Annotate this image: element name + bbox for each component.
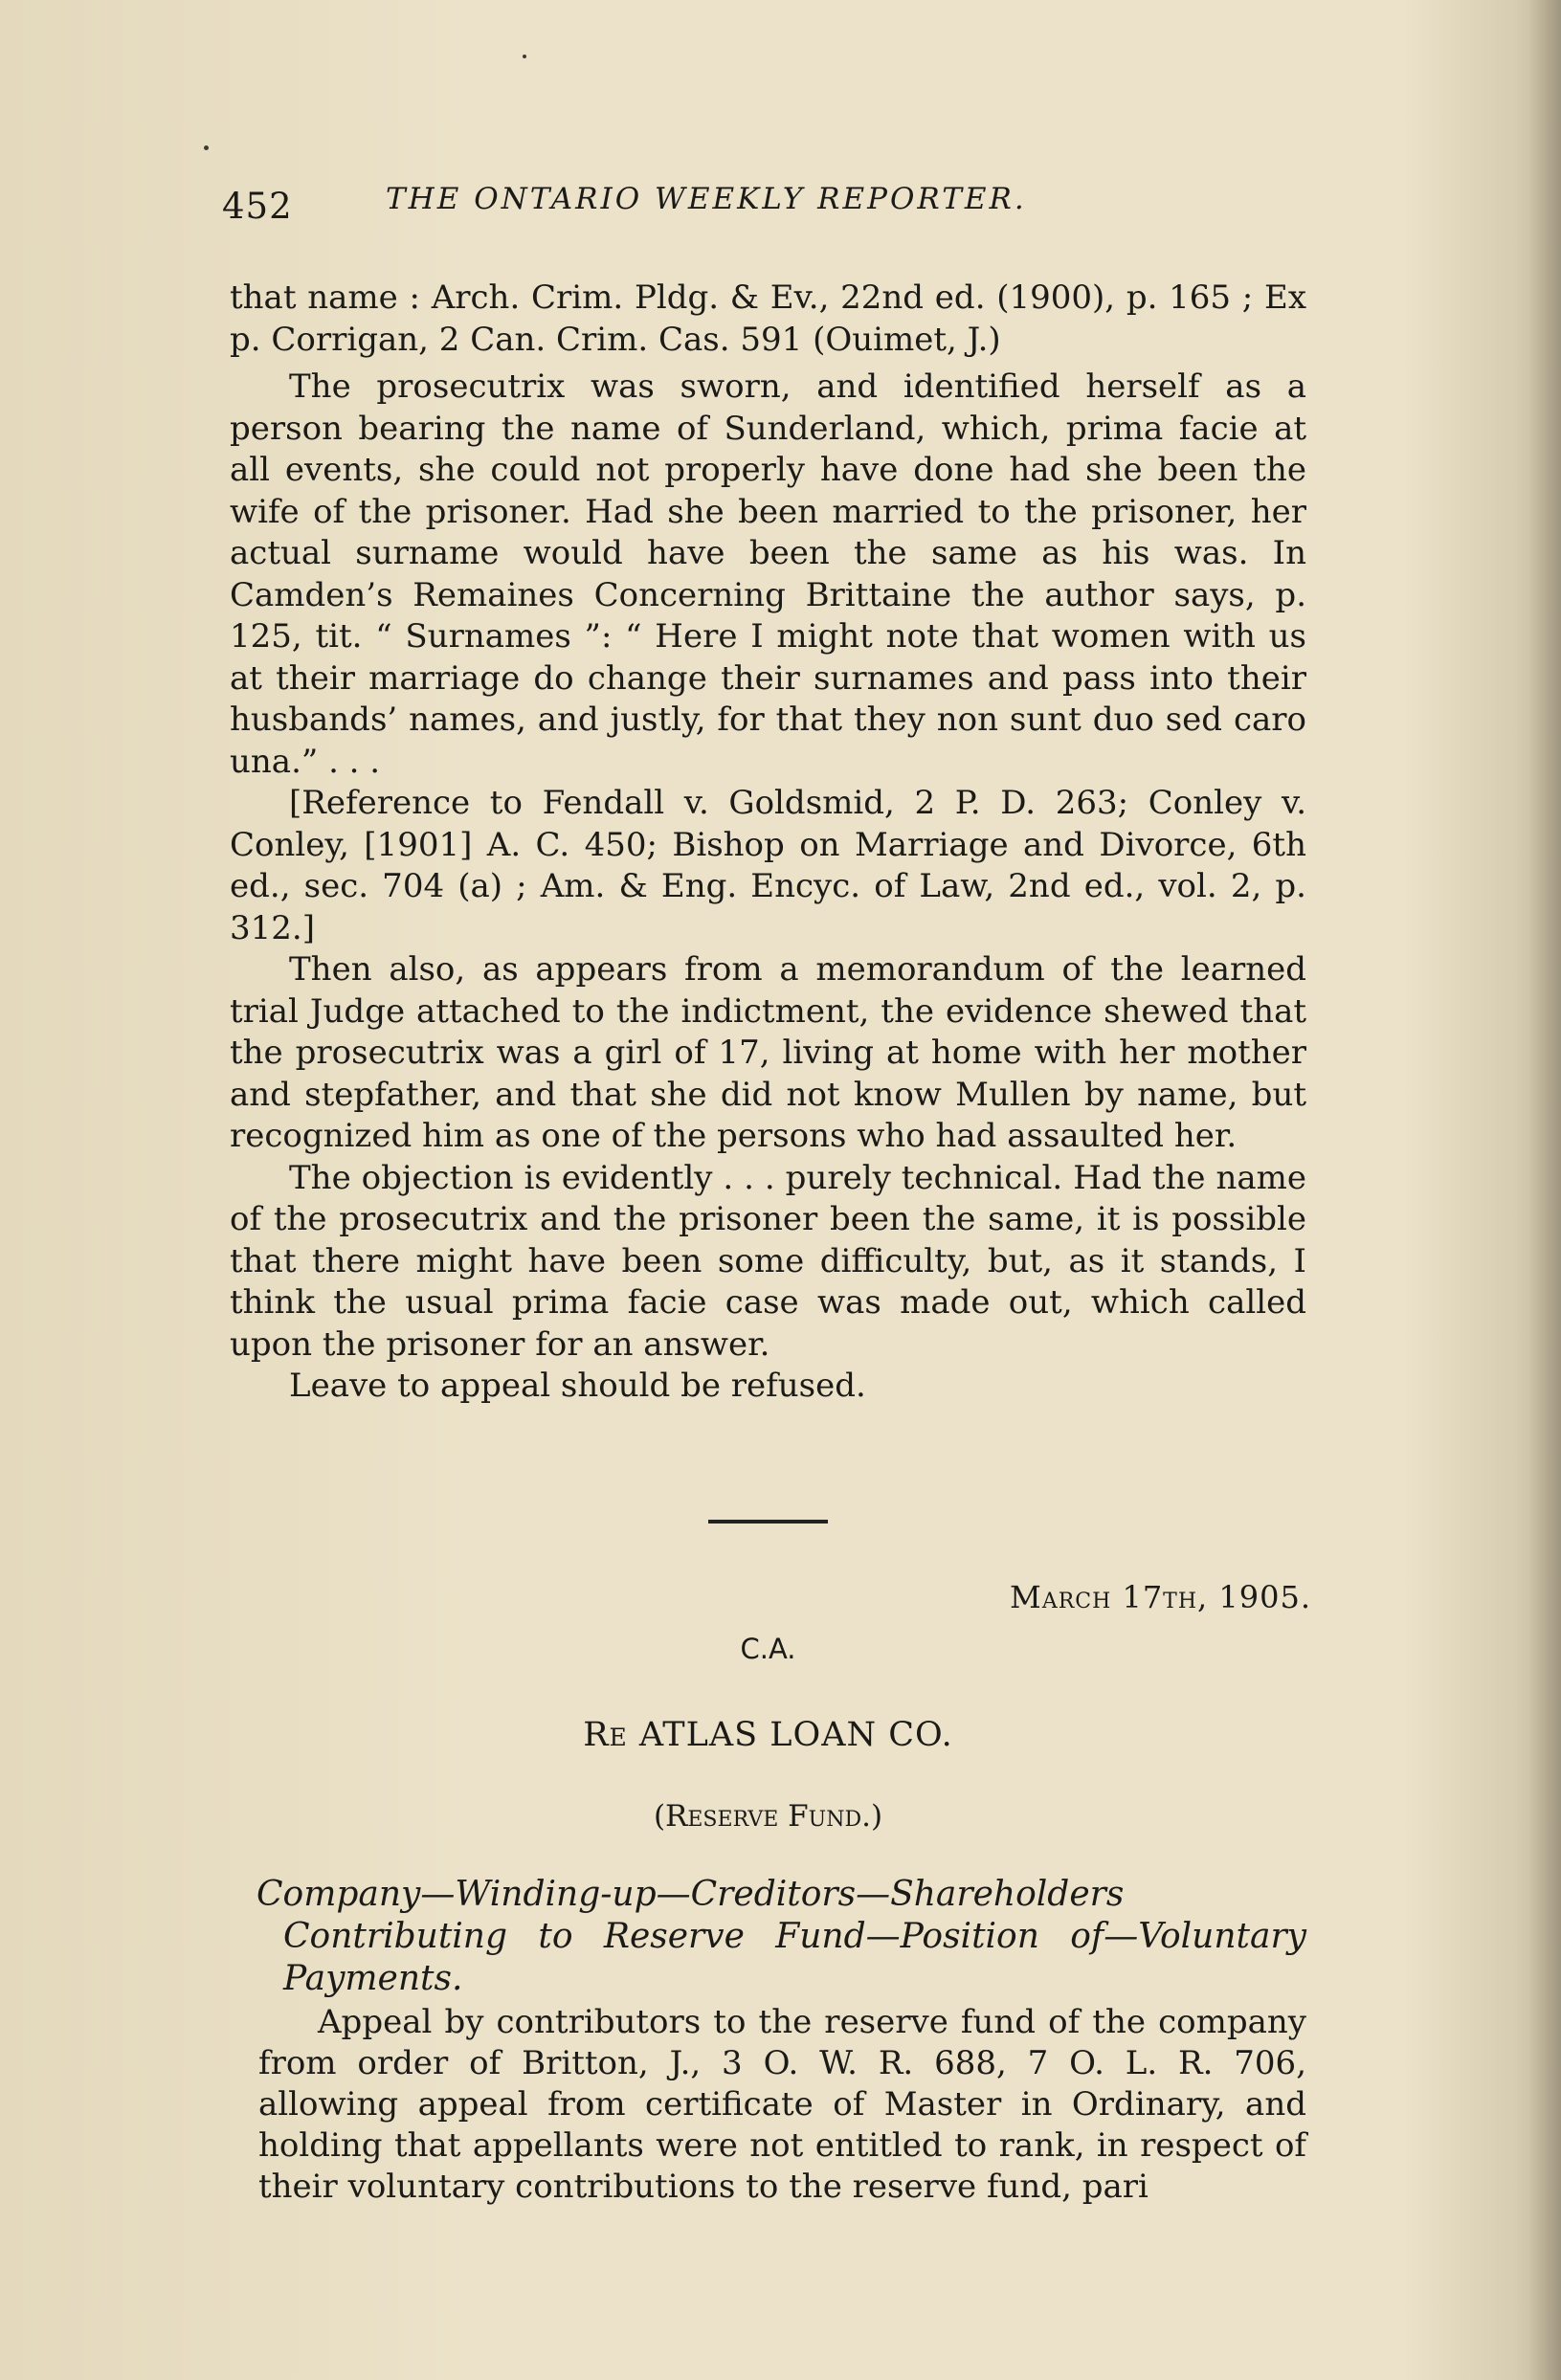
case-title: Re ATLAS LOAN CO. — [583, 1716, 953, 1754]
body-text — [230, 278, 1306, 1408]
opening-paragraph-block — [258, 2002, 1306, 2208]
page-edge-shadow — [1528, 0, 1561, 2380]
print-speck — [204, 145, 209, 150]
running-head — [222, 178, 1306, 235]
court-label: C.A. — [740, 1633, 796, 1665]
paragraph: The objection is evidently . . . purely technical. Had the name of the prosecutrix and the prisoner been the same, it is possible that there might have been some difficulty, but, as it stands, I think the usual prima facie case was made out, which called upon the prisoner for an answer. — [230, 1158, 1306, 1364]
paragraph: [Reference to Fendall v. Goldsmid, 2 P. D. 263; Conley v. Conley, [1901] A. C. 450; Bishop on Marriage and Divorce, 6th ed., sec. 704 (a) ; Am. & Eng. Encyc. of Law, 2nd ed., vol. 2, p. 312.] — [230, 784, 1306, 947]
section-divider — [708, 1520, 828, 1524]
paragraph: that name : Arch. Crim. Pldg. & Ev., 22nd ed. (1900), p. 165 ; Ex p. Corrigan, 2 Can. Crim. Cas. 591 (Ouimet, J.) — [230, 278, 1306, 359]
journal-title: THE ONTARIO WEEKLY REPORTER. — [386, 182, 1027, 216]
paragraph: Then also, as appears from a memorandum of the learned trial Judge attached to the indictment, the evidence shewed that the prosecutrix was a girl of 17, living at home with her mother and stepfather, and that she did not know Mullen by name, but recognized him as one of the persons who had assaulted her. — [230, 950, 1306, 1155]
paragraph: The prosecutrix was sworn, and identified herself as a person bearing the name of Sunderland, which, prima facie at all events, she could not properly have done had she been the wife of the prisoner. Had she been married to the prisoner, her actual surname would have been the same as his was. In Camden’s Remaines Concerning Brittaine the author says, p. 125, tit. “ Surnames ”: “ Here I might note that women with us at their marriage do change their surnames and pass into their husbands’ names, and justly, for that they non sunt duo sed caro una.” . . . — [230, 367, 1306, 781]
paragraph: Leave to appeal should be refused. — [289, 1367, 866, 1405]
case-subtitle: (Reserve Fund.) — [653, 1799, 883, 1834]
decision-date: March 17th, 1905. — [1010, 1579, 1311, 1615]
print-speck — [523, 55, 526, 58]
headnote: Company—Winding-up—Creditors—Shareholders Contributing to Reserve Fund—Position of—Voluntary Payments. — [256, 1875, 1306, 1998]
page-number: 452 — [222, 186, 293, 227]
paragraph: Appeal by contributors to the reserve fund of the company from order of Britton, J., 3 O. W. R. 688, 7 O. L. R. 706, allowing appeal from certificate of Master in Ordinary, and holding that appellants were not entitled to rank, in respect of their voluntary contributions to the reserve fund, pari — [258, 2003, 1306, 2206]
